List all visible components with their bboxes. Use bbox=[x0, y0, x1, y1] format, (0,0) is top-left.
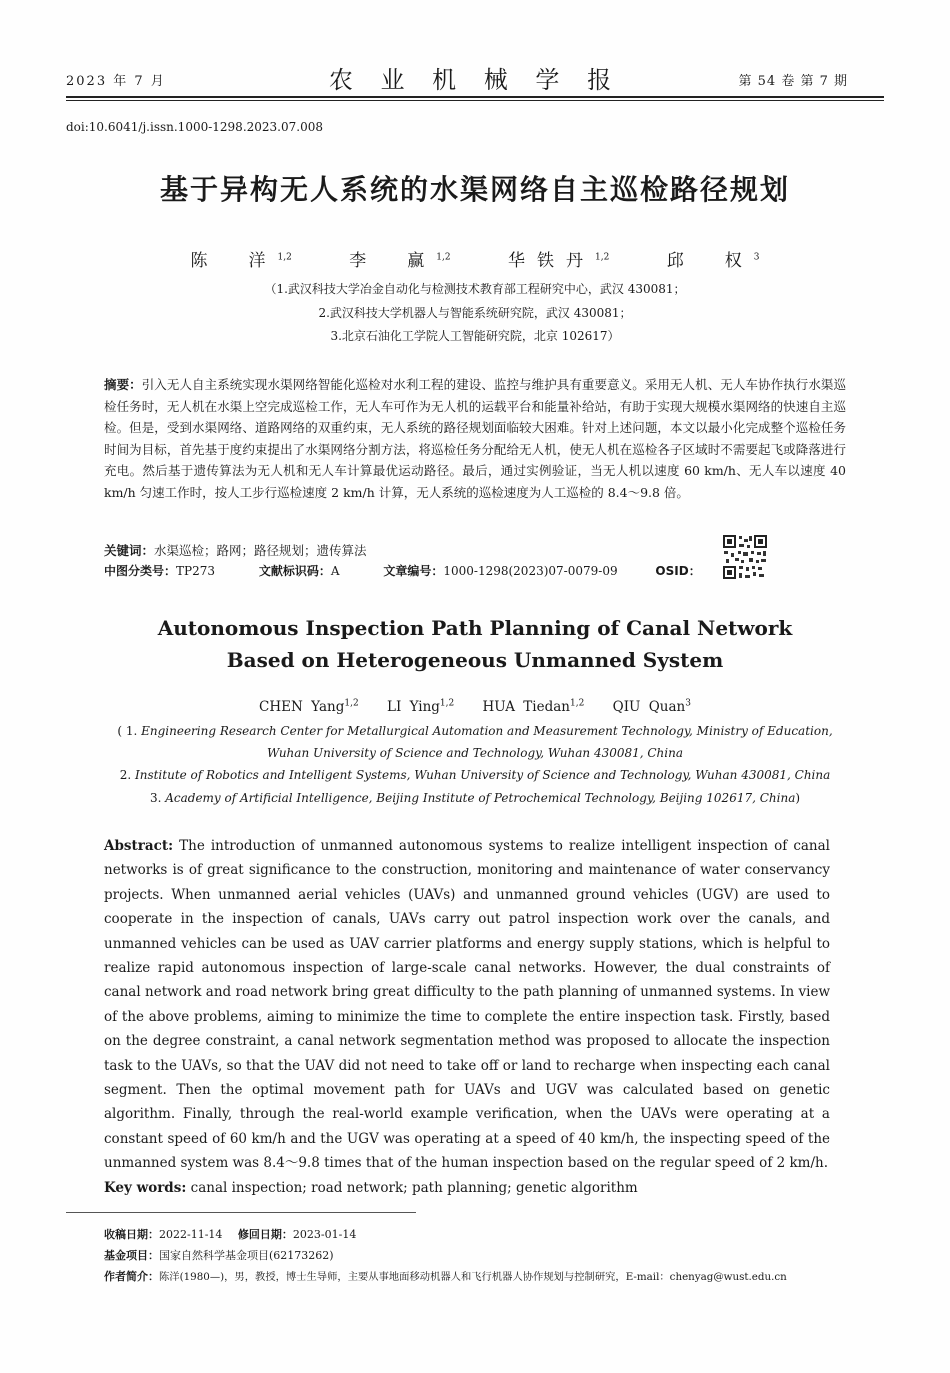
footnote-dates: 收稿日期：2022-11-14 修回日期：2023-01-14 bbox=[104, 1228, 357, 1241]
chinese-authors bbox=[0, 246, 950, 271]
author-1: 陈 洋$^{1,2}$ bbox=[190, 251, 292, 271]
doi: doi:10.6041/j.issn.1000-1298.2023.07.008 bbox=[66, 120, 323, 134]
author-2: 李 赢$^{1,2}$ bbox=[349, 251, 451, 271]
header-rule-thin bbox=[66, 100, 884, 101]
english-affiliation-2: 2. Institute of Robotics and Intelligent Systems, Wuhan University of Science and Technology, Wuhan 430081, China bbox=[119, 768, 831, 782]
chinese-affiliation-2: 2.武汉科技大学机器人与智能系统研究院，武汉 430081； bbox=[318, 306, 632, 320]
author-3: 华铁丹$^{1,2}$ bbox=[508, 251, 610, 271]
footnote-rule bbox=[66, 1212, 416, 1213]
chinese-title: 基于异构无人系统的水渠网络自主巡检路径规划 bbox=[159, 173, 790, 206]
english-affiliation-1b: Wuhan University of Science and Technology, Wuhan 430081, China bbox=[266, 746, 684, 760]
osid-qr-code bbox=[722, 534, 768, 580]
chinese-abstract: 摘要：引入无人自主系统实现水渠网络智能化巡检对水利工程的建设、监控与维护具有重要意义。采用无人机、无人车协作执行水渠巡检任务时，无人机在水渠上空完成巡检工作，无人车可作为无人机的运载平台和能量补给站，有助于实现大规模水渠网络的快速自主巡检。但是，受到水渠网络、道路网络的双重约束，无人系统的路径规划面临较大困难。针对上述问题，本文以最小化完成整个巡检任务时间为目标，首先基于度约束提出了水渠网络分割方法，将巡检任务分配给无人机，使无人机在巡检各子区域时不需要起飞或降落进行充电。然后基于遗传算法为无人机和无人车计算最优运动路径。最后，通过实例验证，当无人机以速度 60 km/h、无人车以速度 40 km/h 匀速工作时，按人工步行巡检速度 2 km/h 计算，无人系统的巡检速度为人工巡检的 8.4～9.8 倍。 bbox=[104, 377, 846, 500]
english-keywords: Key words: canal inspection; road network; path planning; genetic algorithm bbox=[104, 1180, 638, 1196]
journal-title: 农 业 机 械 学 报 bbox=[328, 66, 622, 94]
header-rule-thick bbox=[66, 96, 884, 98]
chinese-affiliation-1: （1.武汉科技大学冶金自动化与检测技术教育部工程研究中心，武汉 430081； bbox=[264, 282, 686, 296]
chinese-affiliation-3: 3.北京石油化工学院人工智能研究院，北京 102617） bbox=[330, 329, 620, 343]
author-4: 邱 权$^3$ bbox=[666, 251, 760, 271]
header-date: 2023 年 7 月 bbox=[66, 74, 166, 89]
volume-issue: 第 54 卷 第 7 期 bbox=[738, 74, 848, 89]
footnote-author-bio: 作者简介：陈洋(1980—)，男，教授，博士生导师，主要从事地面移动机器人和飞行机器人协作规划与控制研究，E-mail：chenyag@wust.edu.cn bbox=[104, 1270, 787, 1283]
english-affiliation-3: 3. Academy of Artificial Intelligence, Beijing Institute of Petrochemical Technology, Beijing 102617, China) bbox=[149, 791, 801, 805]
classification-row: 中图分类号：TP273 文献标识码：A 文章编号：1000-1298(2023)07-0079-09 OSID： bbox=[104, 564, 701, 578]
english-authors: CHEN Yang$^{1,2}$ LI Ying$^{1,2}$ HUA Tiedan$^{1,2}$ QIU Quan$^3$ bbox=[259, 698, 691, 715]
chinese-keywords: 关键词：水渠巡检；路网；路径规划；遗传算法 bbox=[104, 543, 367, 558]
footnote-fund: 基金项目：国家自然科学基金项目(62173262) bbox=[104, 1249, 334, 1262]
english-affiliation-1a: ( 1. Engineering Research Center for Metallurgical Automation and Measurement Technology, Ministry of Education, bbox=[117, 724, 833, 738]
english-abstract: Abstract: The introduction of unmanned autonomous systems to realize intelligent inspection of canal networks is of great significance to the construction, monitoring and maintenance of water conservancy projects. When unmanned aerial vehicles (UAVs) and unmanned ground vehicles (UGV) are used to cooperate in the inspection of canals, UAVs carry out patrol inspection work over the canals, and unmanned vehicles can be used as UAV carrier platforms and energy supply stations, which is helpful to realize rapid autonomous inspection of large-scale canal networks. However, the dual constraints of canal network and road network bring great difficulty to the path planning of unmanned systems. In view of the above problems, aiming to minimize the time to complete the entire inspection task. Firstly, based on the degree constraint, a canal network segmentation method was proposed to allocate the inspection task to the UAVs, so that the UAV did not need to take off or land to recharge when inspecting each canal segment. Then the optimal movement path for UAVs and UGV was calculated based on genetic algorithm. Finally, through the real-world example verification, when the UAVs were operating at a constant speed of 60 km/h and the UGV was operating at a speed of 40 km/h, the inspecting speed of the unmanned system was 8.4～9.8 times that of the human inspection based on the regular speed of 2 km/h. bbox=[104, 838, 830, 1172]
english-title: Autonomous Inspection Path Planning of Canal Network Based on Heterogeneous Unmanned System bbox=[157, 616, 793, 672]
